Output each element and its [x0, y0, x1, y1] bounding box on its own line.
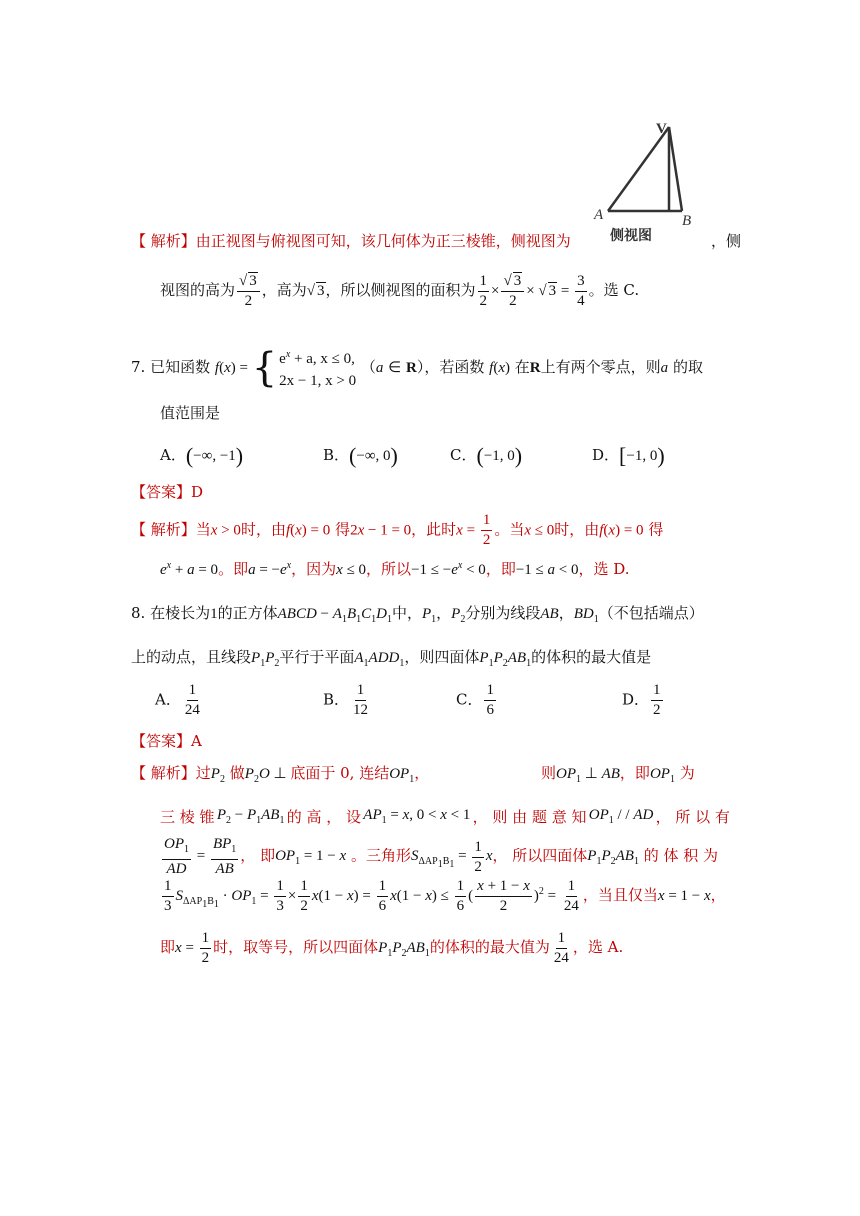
case1-e: e	[279, 351, 286, 367]
q7-a5: 。当	[494, 520, 525, 539]
q8-r4: ， 所 以 有	[655, 808, 730, 826]
piecewise-function: { $e^x + a$, x ≤ 0, 2x − 1, x > 0	[251, 345, 357, 391]
q8-analysis-line2: 三 棱 锥 $P_2 - P_1AB_1$ 的 高 ， 设 $AP_1 = x$, 0 < x < 1 ， 则 由 题 意 知 $OP_1$ / / AD ， 所 以 有	[160, 807, 730, 826]
q6-l2b: ，高为	[261, 281, 307, 299]
analysis-tag: 【 解析】	[131, 232, 196, 250]
q7-stem-f: 的取	[672, 358, 703, 376]
q7-stem-a: 已知函数	[150, 358, 211, 376]
option-num: 1	[651, 682, 663, 701]
q8-analysis-line1: 【 解析】过$P_2$ 做$P_2O$ ⊥ 底面于 0, 连结$OP_1$， 则$OP_1$ ⊥ AB，即$OP_1$ 为	[131, 764, 695, 785]
case2: 2x − 1, x > 0	[279, 373, 357, 389]
q8-w1: 即	[160, 937, 176, 956]
q7-stem-e: 上有两个零点，则	[540, 358, 661, 376]
q7-b5: ，选 D.	[578, 560, 630, 578]
q8-w4: ，选 A.	[572, 937, 624, 956]
edge-va	[608, 127, 669, 211]
q8-t4: 的体积的最大值是	[531, 648, 652, 666]
q7-option-a: A．(−∞, −1)	[160, 443, 244, 468]
frac-sqrt3-2: $\frac{√ 3}{2}$	[237, 272, 260, 310]
q7-analysis-line2: $e^x + a = 0$。即$a = -e^x$，因为x ≤ 0，所以$-1 \le -e^x < 0$，即−1 ≤ a < 0，选 D.	[160, 560, 630, 578]
q8-u1: ， 即	[240, 846, 276, 865]
q8-t2: 平行于平面	[279, 648, 355, 666]
q8-t3: ，则四面体	[404, 648, 480, 666]
q8-p3: 底面于 0, 连结	[290, 764, 390, 782]
q7-option-c: C．(−1, 0)	[450, 443, 523, 468]
q6-l2a: 视图的高为	[160, 281, 236, 299]
q8-stem-line2: 上的动点，且线段$P_1P_2$平行于平面$A_1ADD_1$，则四面体$P_1P_2AB_1$的体积的最大值是	[131, 648, 652, 669]
q8-w3: 的体积的最大值为	[429, 937, 550, 956]
q8-option-a	[155, 682, 204, 719]
option-num: 1	[355, 682, 367, 701]
q8-option-c	[456, 682, 498, 719]
q7-b3: ，所以	[366, 560, 412, 578]
q7-b1: 。即	[218, 560, 249, 578]
q6-after-fig: ，侧	[711, 232, 742, 250]
option-den: 6	[486, 702, 494, 718]
q7-stem-line1: 7. 已知函数 f(x) = { $e^x + a$, x ≤ 0, 2x − 1, x > 0 （a ∈ R），若函数 f(x) 在R上有两个零点，则a 的取	[131, 345, 703, 391]
q8-s2: 的正方体	[217, 604, 278, 622]
q8-p6: ，即	[619, 764, 650, 782]
option-num: 1	[484, 682, 496, 701]
q7-a1: 当	[195, 520, 211, 539]
q8-r2: 的 高 ， 设	[286, 808, 362, 826]
q8-t1: 上的动点，且线段	[131, 648, 252, 666]
q8-r3: ， 则 由 题 意 知	[472, 808, 587, 826]
q8-answer-text: 【答案】A	[131, 732, 202, 750]
q8-u4: 的 体 积 为	[643, 846, 719, 865]
option-value: −∞, 0	[356, 448, 391, 464]
q8-answer	[131, 730, 730, 751]
q8-option-d	[622, 682, 665, 719]
q8-analysis-line3: $\frac{OP_1}{AD}$ = $\frac{BP_1}{AB}$ ， 即$OP_1 = 1 - x$ 。三角形$S_{\Delta AP_1B_1}$ = $\frac{1}{2}$ x， 所以四面体$P_1P_2AB_1$ 的 体 积 为	[164, 836, 719, 877]
q7-a6: 时，由	[554, 520, 600, 539]
analysis-tag: 【 解析】	[131, 520, 196, 539]
q8-p2: 做	[229, 764, 245, 782]
q6-analysis-line1	[131, 230, 742, 251]
q8-p4: ，	[414, 764, 430, 782]
q7-option-b: B．(−∞, 0)	[323, 443, 398, 468]
q8-s6: ，	[558, 604, 574, 622]
q8-s4: ，	[436, 604, 452, 622]
q8-s5: 分别为线段	[465, 604, 541, 622]
option-value: −1, 0	[483, 448, 515, 464]
q8-s3: 中，	[391, 604, 422, 622]
q8-v1: ，当且仅当	[582, 885, 658, 904]
analysis-tag: 【 解析】	[131, 764, 196, 782]
q7-stem-d: 在	[514, 358, 530, 376]
q7-number: 7.	[131, 358, 146, 376]
q7-answer-text: 【答案】D	[131, 483, 204, 501]
q6-analysis-text: 由正视图与俯视图可知，该几何体为正三棱锥，侧视图为	[195, 232, 571, 250]
q7-stem-c: ），若函数	[416, 358, 485, 376]
q7-b4: ，即	[485, 560, 516, 578]
option-label: B．	[323, 690, 350, 709]
figure-caption: 侧视图	[610, 228, 652, 243]
option-label: A．	[155, 690, 181, 709]
edge-vb	[669, 127, 682, 211]
option-value: −∞, −1	[193, 448, 236, 464]
q7-stem-b: （	[360, 358, 376, 376]
q8-number: 8.	[131, 604, 146, 622]
q7-option-d: D．[−1, 0)	[592, 443, 665, 468]
label-v: V	[656, 121, 667, 137]
q7-stem-line2	[160, 402, 730, 423]
option-label: D．	[622, 690, 650, 709]
q6-l2c: ，所以侧视图的面积为	[325, 281, 476, 299]
option-label: A．	[160, 446, 186, 464]
q7-a2: 时，由	[240, 520, 286, 539]
q7-a4: ，此时	[411, 520, 457, 539]
option-label: D．	[592, 446, 620, 464]
q8-p5: 则	[541, 764, 557, 782]
q7-stem-line2-text: 值范围是	[160, 404, 221, 422]
option-den: 12	[353, 702, 369, 718]
q8-r1: 三 棱 锥	[160, 808, 215, 826]
q7-b2: ，因为	[291, 560, 337, 578]
q6-l2d: 。选 C.	[588, 281, 640, 299]
q8-option-b	[323, 682, 372, 719]
q8-p7: 为	[679, 764, 695, 782]
option-den: 24	[184, 702, 200, 718]
label-a: A	[594, 207, 604, 223]
option-label: C．	[450, 446, 477, 464]
q8-s7: （不包括端点）	[598, 604, 704, 622]
q7-analysis-line1: 【 解析】当x > 0时，由f(x) = 0 得2x − 1 = 0，此时x = $\frac{1}{2}$ 。当x ≤ 0时，由f(x) = 0 得	[131, 512, 664, 548]
q8-s1: 在棱长为	[150, 604, 211, 622]
option-value: −1, 0	[626, 448, 658, 464]
side-view-figure	[590, 115, 712, 243]
q8-stem-line1: 8. 在棱长为1的正方体ABCD − $A_1B_1C_1D_1$中，$P_1$，$P_2$分别为线段AB，$BD_1$（不包括端点）	[131, 604, 704, 625]
q8-u3: ， 所以四面体	[492, 846, 588, 865]
q7-a3: 得	[335, 520, 351, 539]
q8-p1: 过	[195, 764, 211, 782]
q7-a7: 得	[648, 520, 664, 539]
q7-answer	[131, 481, 730, 502]
case1-rest: + a, x ≤ 0,	[294, 351, 355, 367]
q6-analysis-line2: 视图的高为 $\frac{√ 3}{2}$ ，高为√ 3，所以侧视图的面积为 $\frac{1}{2}$ × $\frac{√ 3}{2}$ × √ 3 = $\frac{3}{4}$ 。选 C.	[160, 272, 640, 309]
q8-u2: 。三角形	[350, 846, 411, 865]
label-b: B	[682, 213, 692, 229]
option-num: 1	[187, 682, 199, 701]
q8-analysis-line4: $\frac{1}{3}$ $S_{\Delta AP_1B_1} \cdot OP_1$ = $\frac{1}{3}$ × $\frac{1}{2}$ x(1 − x) = $\frac{1}{6}$ x(1 − x) ≤ $\frac{1}{6}$ ( $\frac{x + 1 - x}{2}$ )$^2$ = $\frac{1}{24}$ ，当且仅当x = 1 − x，	[164, 878, 726, 914]
option-den: 2	[653, 702, 661, 718]
q8-analysis-line5: 即x = $\frac{1}{2}$ 时，取等号，所以四面体$P_1P_2AB_1$的体积的最大值为 $\frac{1}{24}$ ，选 A.	[160, 930, 624, 966]
option-label: B．	[323, 446, 350, 464]
q8-w2: 时，取等号，所以四面体	[213, 937, 379, 956]
option-label: C．	[456, 690, 483, 709]
